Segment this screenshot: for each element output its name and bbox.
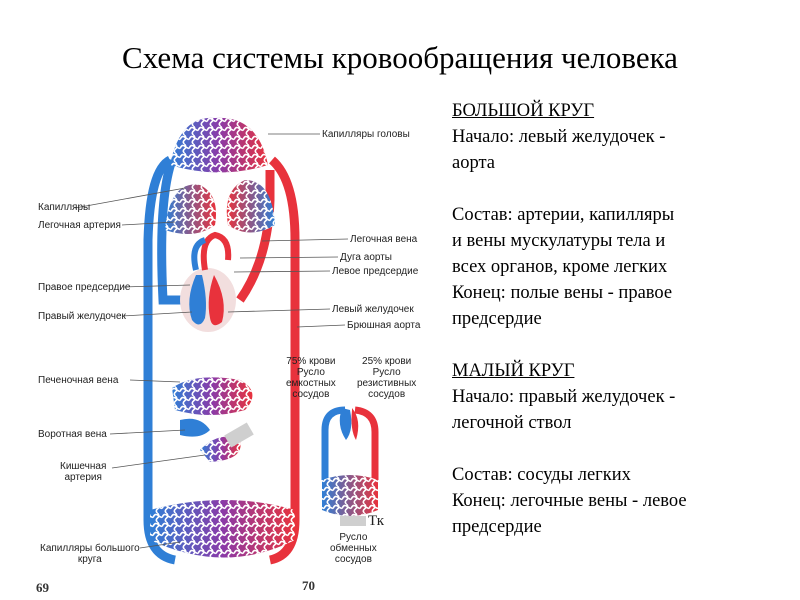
- page-number-right: 70: [302, 578, 315, 593]
- label-exchange-line1: Русло: [339, 532, 368, 543]
- label-resistive-line3: резистивных: [357, 378, 417, 389]
- pulmonary-composition-line1: Состав: сосуды легких: [452, 465, 631, 485]
- description-text: [452, 98, 782, 540]
- systemic-start-line1: Начало: левый желудочек -: [452, 127, 666, 147]
- systemic-end-line1: Конец: полые вены - правое: [452, 283, 673, 303]
- page-number-left: 69: [36, 580, 49, 595]
- label-resistive-bed: [357, 356, 416, 400]
- page-title: Схема системы кровообращения человека: [122, 40, 678, 75]
- label-systemic-capillaries-line2: круга: [77, 554, 102, 565]
- systemic-composition-line1: Состав: артерии, капилляры: [452, 205, 675, 225]
- label-resistive-line1: 25% крови: [362, 356, 412, 367]
- systemic-composition-line2: и вены мускулатуры тела и: [452, 231, 666, 251]
- label-capillaries: Капилляры: [38, 202, 91, 213]
- label-capacitive-line3: емкостных: [286, 378, 336, 389]
- label-capacitive-line1: 75% крови: [286, 356, 336, 367]
- label-tk: Тк: [368, 513, 385, 529]
- pulmonary-end-line2: предсердие: [452, 517, 542, 537]
- label-left-ventricle: Левый желудочек: [332, 304, 414, 315]
- label-hepatic-vein: Печеночная вена: [38, 375, 119, 386]
- label-right-atrium: Правое предсердие: [38, 282, 131, 293]
- label-capacitive-bed: [286, 356, 336, 400]
- pulmonary-start-line1: Начало: правый желудочек -: [452, 387, 676, 407]
- label-intestinal-artery: [60, 461, 106, 483]
- label-portal-vein: Воротная вена: [38, 429, 107, 440]
- label-exchange-line3: сосудов: [334, 554, 372, 565]
- label-exchange-bed: [330, 532, 377, 565]
- label-pulmonary-vein: Легочная вена: [350, 234, 418, 245]
- label-capacitive-line2: Русло: [296, 367, 325, 378]
- pulmonary-start-line2: легочной ствол: [452, 413, 572, 433]
- pulmonary-end-line1: Конец: легочные вены - левое: [452, 491, 687, 511]
- label-pulmonary-artery: Легочная артерия: [38, 220, 121, 231]
- systemic-composition-line3: всех органов, кроме легких: [452, 257, 668, 277]
- label-head-capillaries: Капилляры головы: [322, 129, 410, 140]
- label-capacitive-line4: сосудов: [292, 389, 330, 400]
- label-resistive-line4: сосудов: [368, 389, 406, 400]
- label-systemic-capillaries: [40, 543, 140, 565]
- systemic-circle-heading: БОЛЬШОЙ КРУГ: [452, 101, 595, 121]
- label-right-ventricle: Правый желудочек: [38, 311, 126, 322]
- pulmonary-circle-heading: МАЛЫЙ КРУГ: [452, 361, 575, 381]
- label-resistive-line2: Русло: [372, 367, 401, 378]
- label-intestinal-artery-line2: артерия: [64, 472, 102, 483]
- label-aortic-arch: Дуга аорты: [340, 252, 392, 263]
- label-intestinal-artery-line1: Кишечная: [60, 461, 107, 472]
- label-systemic-capillaries-line1: Капилляры большого: [40, 543, 140, 554]
- systemic-end-line2: предсердие: [452, 309, 542, 329]
- label-abdominal-aorta: Брюшная аорта: [347, 320, 421, 331]
- systemic-start-line2: аорта: [452, 153, 495, 173]
- label-exchange-line2: обменных: [330, 543, 377, 554]
- label-left-atrium: Левое предсердие: [332, 266, 419, 277]
